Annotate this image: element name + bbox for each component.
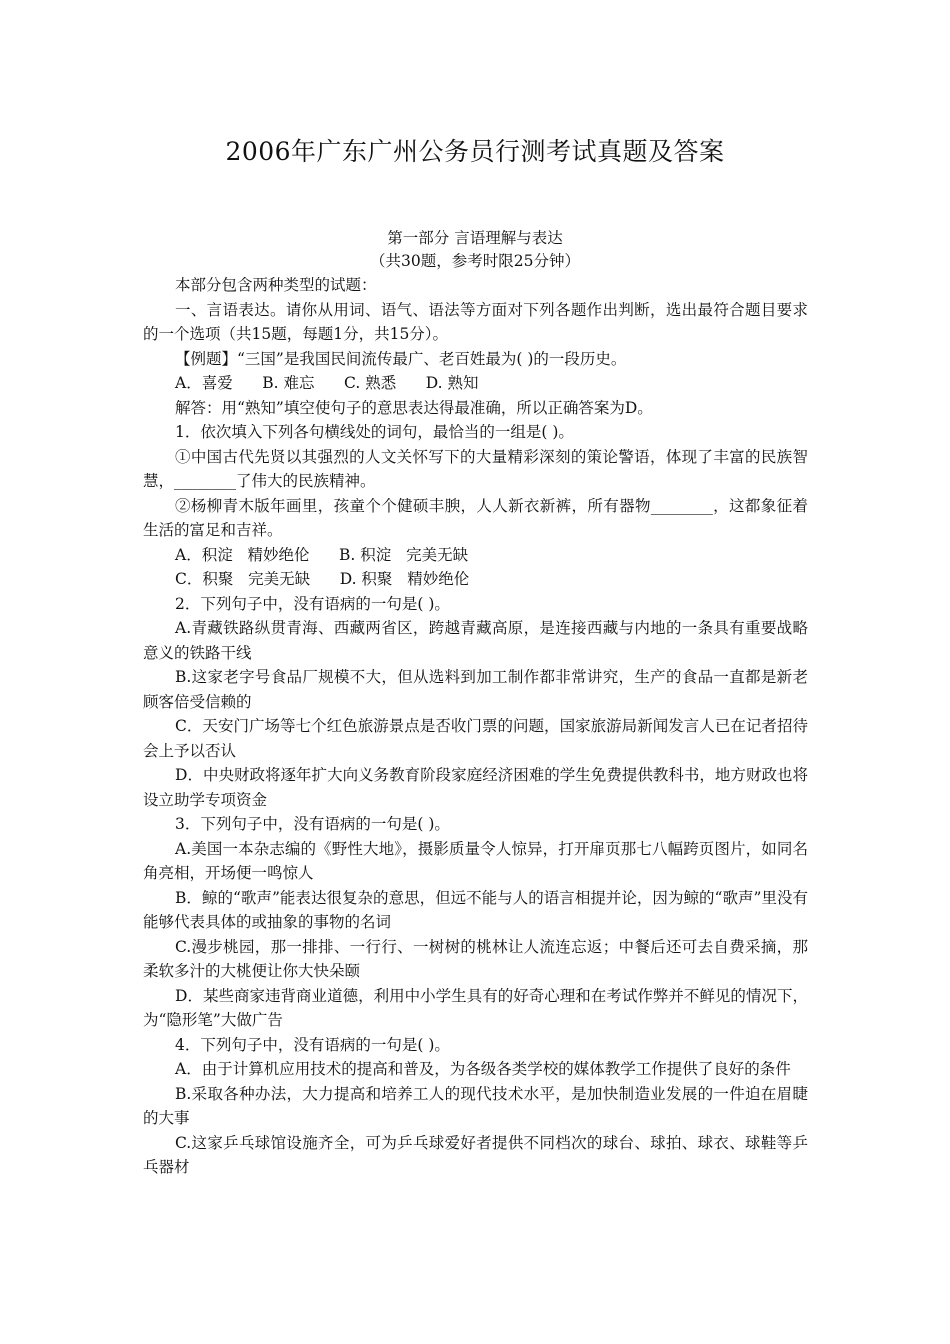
question-3-option-c: C.漫步桃园，那一排排、一行行、一树树的桃林让人流连忘返；中餐后还可去自费采摘，那柔软多汁的大桃便让你大快朵颐 — [143, 937, 808, 980]
question-4-option-b: B.采取各种办法，大力提高和培养工人的现代技术水平，是加快制造业发展的一件迫在眉睫的大事 — [143, 1084, 808, 1127]
question-4-option-a: A．由于计算机应用技术的提高和普及，为各级各类学校的媒体教学工作提供了良好的条件 — [175, 1060, 791, 1078]
paragraph-example-options: A．喜爱 B. 难忘 C. 熟悉 D. 熟知 — [175, 374, 479, 392]
question-1-sentence-1: ①中国古代先贤以其强烈的人文关怀写下的大量精彩深刻的策论警语，体现了丰富的民族智慧，________了伟大的民族精神。 — [143, 447, 808, 490]
question-1-options-ab: A．积淀 精妙绝伦 B. 积淀 完美无缺 — [175, 545, 469, 564]
question-1: 1．依次填入下列各句横线处的词句，最恰当的一组是( )。 — [175, 423, 574, 441]
question-1-options-cd: C．积聚 完美无缺 D. 积聚 精妙绝伦 — [175, 570, 470, 588]
question-2-option-d: D．中央财政将逐年扩大向义务教育阶段家庭经济困难的学生免费提供教科书，地方财政也将设立助学专项资金 — [143, 766, 808, 809]
paragraph-instructions: 一、言语表达。请你从用词、语气、语法等方面对下列各题作出判断，选出最符合题目要求的一个选项（共15题，每题1分，共15分）。 — [143, 300, 808, 343]
paragraph-example-answer: 解答：用“熟知”填空使句子的意思表达得最准确，所以正确答案为D。 — [175, 398, 653, 417]
question-4: 4．下列句子中，没有语病的一句是( )。 — [175, 1035, 450, 1054]
body-text — [143, 273, 808, 1180]
question-3-option-b: B．鲸的“歌声”能表达很复杂的意思，但远不能与人的语言相提并论，因为鲸的“歌声”里没有能够代表具体的或抽象的事物的名词 — [143, 888, 808, 931]
question-2-option-c: C．天安门广场等七个红色旅游景点是否收门票的问题，国家旅游局新闻发言人已在记者招待会上予以否认 — [143, 717, 808, 760]
page-title: 2006年广东广州公务员行测考试真题及答案 — [225, 137, 725, 166]
section-title: 第一部分 言语理解与表达 — [387, 229, 563, 247]
question-3-option-d: D．某些商家违背商业道德，利用中小学生具有的好奇心理和在考试作弊并不鲜见的情况下，为“隐形笔”大做广告 — [143, 986, 808, 1029]
question-3-option-a: A.美国一本杂志编的《野性大地》，摄影质量令人惊异，打开扉页那七八幅跨页图片，如同名角亮相，开场便一鸣惊人 — [143, 839, 808, 882]
question-2: 2．下列句子中，没有语病的一句是( )。 — [175, 594, 450, 613]
question-4-option-c: C.这家乒乓球馆设施齐全，可为乒乓球爱好者提供不同档次的球台、球拍、球衣、球鞋等乒乓器材 — [143, 1133, 808, 1176]
question-2-option-a: A.青藏铁路纵贯青海、西藏两省区，跨越青藏高原，是连接西藏与内地的一条具有重要战略意义的铁路干线 — [143, 619, 808, 662]
paragraph-intro: 本部分包含两种类型的试题： — [175, 276, 377, 294]
question-3: 3．下列句子中，没有语病的一句是( )。 — [175, 815, 450, 833]
question-1-sentence-2: ②杨柳青木版年画里，孩童个个健硕丰腴，人人新衣新裤，所有器物________，这都象征着生活的富足和吉祥。 — [143, 496, 808, 539]
question-2-option-b: B.这家老字号食品厂规模不大，但从选料到加工制作都非常讲究，生产的食品一直都是新老顾客倍受信赖的 — [143, 668, 808, 711]
section-subtitle: （共30题，参考时限25分钟） — [370, 252, 580, 270]
paragraph-example: 【例题】“三国”是我国民间流传最广、老百姓最为( )的一段历史。 — [175, 349, 627, 368]
